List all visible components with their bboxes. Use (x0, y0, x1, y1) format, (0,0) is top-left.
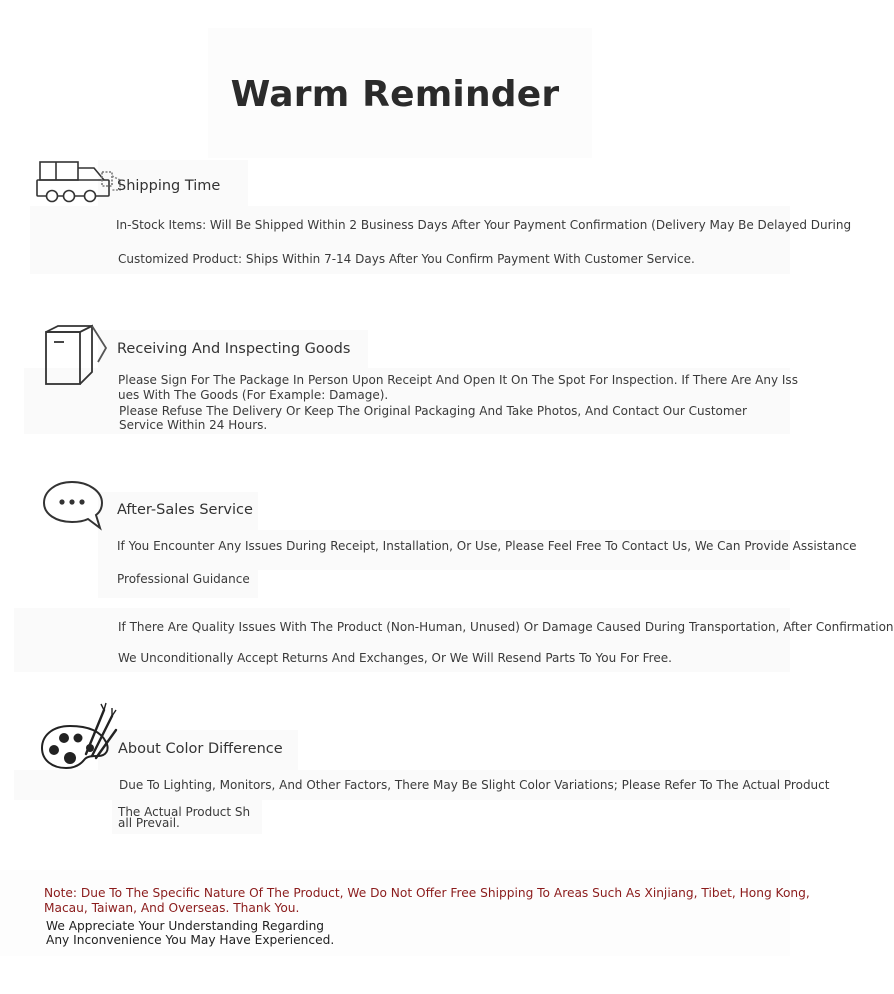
receiving-para2-line-1: Please Refuse The Delivery Or Keep The Original Packaging And Take Photos, And Contact Our Customer (119, 404, 747, 418)
shipping-line-1: In-Stock Items: Will Be Shipped Within 2 Business Days After Your Payment Confirmation (Delivery May Be Delayed During (116, 218, 852, 232)
closing-line-2: Any Inconvenience You May Have Experienced. (46, 933, 335, 947)
color-heading: About Color Difference (118, 741, 283, 757)
color-line-1: Due To Lighting, Monitors, And Other Factors, There May Be Slight Color Variations; Please Refer To The Actual Product (119, 778, 830, 792)
closing-line-1: We Appreciate Your Understanding Regarding (46, 919, 325, 933)
color-line-2: The Actual Product Sh (118, 805, 251, 819)
after-sales-line-4: We Unconditionally Accept Returns And Exchanges, Or We Will Resend Parts To You For Free. (118, 651, 672, 665)
palette-icon (40, 702, 118, 774)
truck-icon (34, 158, 126, 206)
note-line-1: Note: Due To The Specific Nature Of The Product, We Do Not Offer Free Shipping To Areas Such As Xinjiang, Tibet, Hong Kong, (44, 886, 810, 900)
note-line-2: Macau, Taiwan, And Overseas. Thank You. (44, 901, 300, 915)
box-icon (40, 322, 112, 388)
shipping-line-2: Customized Product: Ships Within 7-14 Days After You Confirm Payment With Customer Service. (118, 252, 695, 266)
page-title: Warm Reminder (230, 74, 560, 115)
after-sales-heading: After-Sales Service (117, 502, 253, 518)
receiving-para1-line-2: ues With The Goods (For Example: Damage). (118, 388, 389, 402)
receiving-heading: Receiving And Inspecting Goods (117, 341, 351, 357)
after-sales-line-1: If You Encounter Any Issues During Receipt, Installation, Or Use, Please Feel Free To Contact Us, We Can Provide Assistance (117, 539, 857, 553)
shipping-heading: Shipping Time (117, 178, 221, 194)
after-sales-line-3: If There Are Quality Issues With The Product (Non-Human, Unused) Or Damage Caused During Transportation, After Confirmation (118, 620, 894, 634)
chat-bubble-icon (40, 478, 106, 534)
after-sales-line-2: Professional Guidance (117, 572, 250, 586)
receiving-para2-line-2: Service Within 24 Hours. (119, 418, 268, 432)
receiving-para1-line-1: Please Sign For The Package In Person Upon Receipt And Open It On The Spot For Inspection. If There Are Any Iss (118, 373, 798, 387)
color-line-3: all Prevail. (118, 816, 180, 830)
